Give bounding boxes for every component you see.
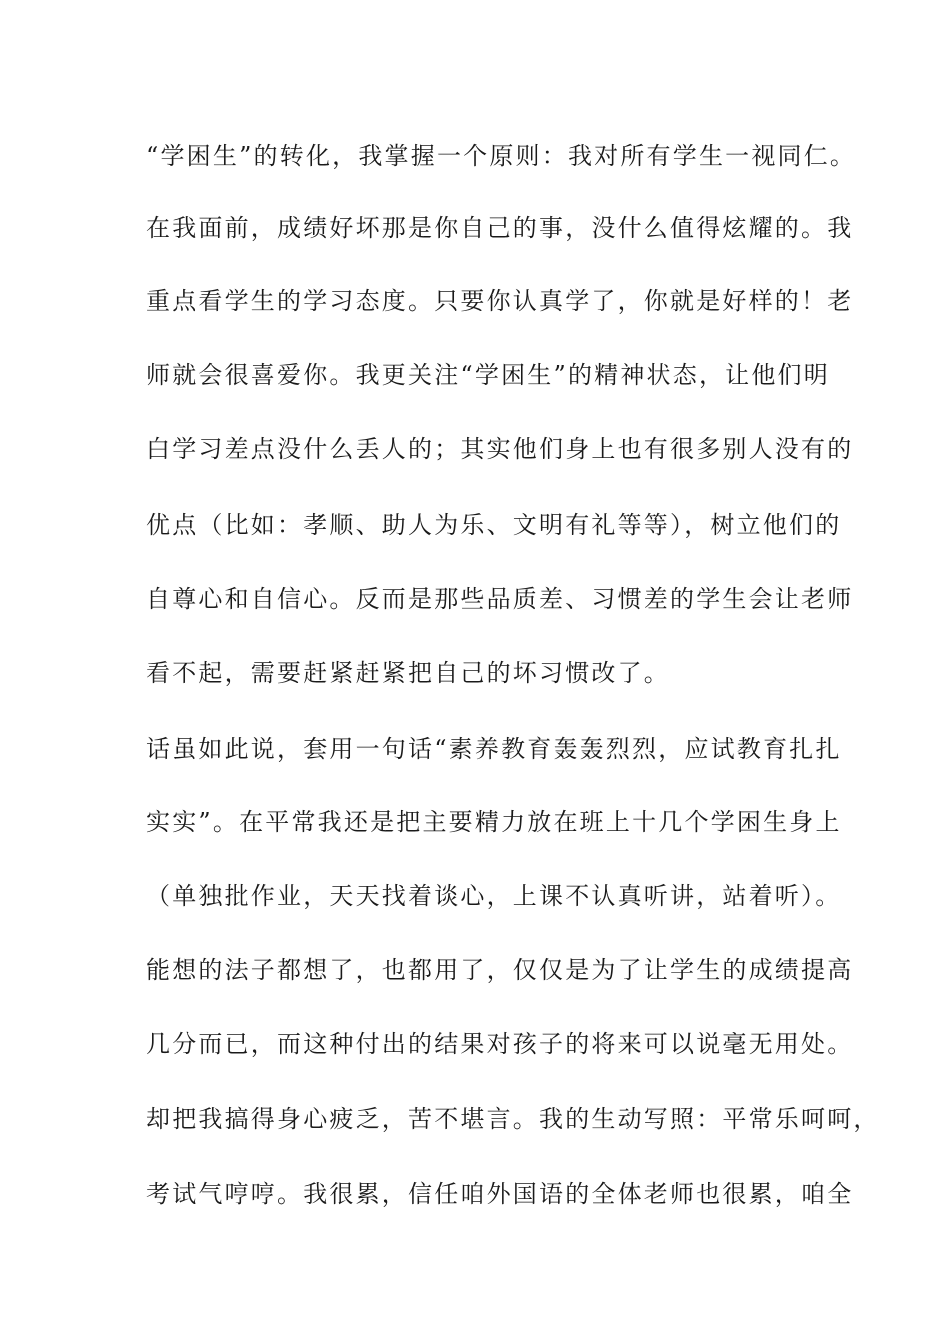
text-line-1: “学困生”的转化，我掌握一个原则：我对所有学生一视同仁。 xyxy=(146,142,857,170)
text-line-14: 却把我搞得身心疲乏，苦不堪言。我的生动写照：平常乐呵呵， xyxy=(146,1105,880,1133)
text-line-11: （单独批作业，天天找着谈心，上课不认真听讲，站着听）。 xyxy=(146,882,842,910)
text-line-12: 能想的法子都想了，也都用了，仅仅是为了让学生的成绩提高 xyxy=(146,956,854,984)
text-line-13: 几分而已，而这种付出的结果对孩子的将来可以说毫无用处。 xyxy=(146,1030,854,1058)
text-line-9: 话虽如此说，套用一句话“素养教育轰轰烈烈，应试教育扎扎 xyxy=(146,735,842,763)
text-line-3: 重点看学生的学习态度。只要你认真学了，你就是好样的！老 xyxy=(146,287,854,315)
text-line-4: 师就会很喜爱你。我更关注“学困生”的精神状态，让他们明 xyxy=(146,361,830,389)
text-line-2: 在我面前，成绩好坏那是你自己的事，没什么值得炫耀的。我 xyxy=(146,214,854,242)
text-line-10: 实实”。在平常我还是把主要精力放在班上十几个学困生身上 xyxy=(146,808,842,836)
text-line-5: 白学习差点没什么丢人的；其实他们身上也有很多别人没有的 xyxy=(146,435,854,463)
text-line-6: 优点（比如：孝顺、助人为乐、文明有礼等等），树立他们的 xyxy=(146,511,842,539)
text-line-7: 自尊心和自信心。反而是那些品质差、习惯差的学生会让老师 xyxy=(146,585,854,613)
text-line-15: 考试气哼哼。我很累，信任咱外国语的全体老师也很累，咱全 xyxy=(146,1180,854,1208)
text-line-8: 看不起，需要赶紧赶紧把自己的坏习惯改了。 xyxy=(146,659,670,687)
